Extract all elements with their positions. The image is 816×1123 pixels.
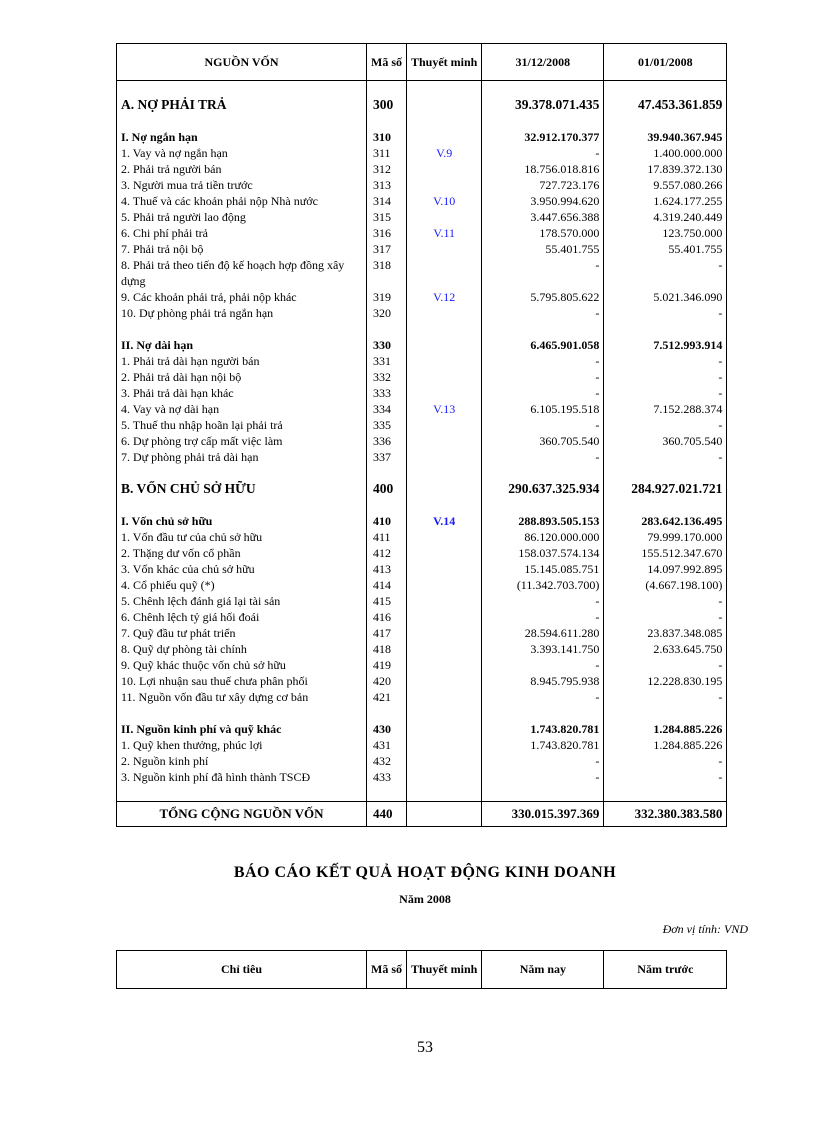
value-end-year: -: [482, 369, 604, 385]
row-code: 318: [367, 257, 407, 289]
row-label: A. NỢ PHẢI TRẢ: [117, 97, 367, 113]
value-begin-year: (4.667.198.100): [604, 577, 727, 593]
row-note: [407, 209, 482, 225]
value-begin-year: 12.228.830.195: [604, 673, 727, 689]
value-end-year: 5.795.805.622: [482, 289, 604, 305]
table-row: [117, 337, 727, 353]
row-note: [407, 417, 482, 433]
row-label: II. Nợ dài hạn: [117, 337, 367, 353]
header-begin-year: 01/01/2008: [604, 44, 727, 81]
row-code: 310: [367, 129, 407, 145]
row-label: 2. Nguồn kinh phí: [117, 753, 367, 769]
value-end-year: 360.705.540: [482, 433, 604, 449]
row-note: [407, 545, 482, 561]
value-end-year: 330.015.397.369: [482, 802, 604, 827]
row-code: [367, 113, 407, 129]
value-end-year: 3.393.141.750: [482, 641, 604, 657]
value-end-year: -: [482, 417, 604, 433]
value-begin-year: -: [604, 753, 727, 769]
row-label: 10. Dự phòng phải trả ngắn hạn: [117, 305, 367, 321]
row-label: 6. Chi phí phải trả: [117, 225, 367, 241]
value-end-year: [482, 113, 604, 129]
row-code: 320: [367, 305, 407, 321]
value-begin-year: 123.750.000: [604, 225, 727, 241]
value-end-year: -: [482, 657, 604, 673]
table-row: [117, 481, 727, 497]
value-begin-year: 47.453.361.859: [604, 97, 727, 113]
row-note: V.13: [407, 401, 482, 417]
value-end-year: [482, 465, 604, 481]
value-end-year: -: [482, 145, 604, 161]
row-label: I. Vốn chủ sở hữu: [117, 513, 367, 529]
table-row: [117, 593, 727, 609]
value-end-year: 727.723.176: [482, 177, 604, 193]
value-end-year: 18.756.018.816: [482, 161, 604, 177]
value-end-year: 32.912.170.377: [482, 129, 604, 145]
value-begin-year: -: [604, 305, 727, 321]
table-row: [117, 721, 727, 737]
row-label: 10. Lợi nhuận sau thuế chưa phân phối: [117, 673, 367, 689]
header-note: Thuyết minh: [407, 44, 482, 81]
spacer-row: [117, 705, 727, 721]
row-code: 315: [367, 209, 407, 225]
value-begin-year: 2.633.645.750: [604, 641, 727, 657]
value-begin-year: -: [604, 257, 727, 289]
row-code: [367, 785, 407, 802]
row-code: [367, 705, 407, 721]
row-label: 3. Phải trả dài hạn khác: [117, 385, 367, 401]
row-note: V.10: [407, 193, 482, 209]
table-row: [117, 193, 727, 209]
spacer-row: [117, 785, 727, 802]
row-code: 410: [367, 513, 407, 529]
row-code: 418: [367, 641, 407, 657]
row-code: 432: [367, 753, 407, 769]
value-end-year: 28.594.611.280: [482, 625, 604, 641]
spacer-row: [117, 81, 727, 98]
row-code: [367, 81, 407, 98]
value-begin-year: 1.284.885.226: [604, 737, 727, 753]
value-begin-year: -: [604, 657, 727, 673]
value-begin-year: -: [604, 609, 727, 625]
value-begin-year: 79.999.170.000: [604, 529, 727, 545]
row-note: V.9: [407, 145, 482, 161]
table-row: [117, 529, 727, 545]
table-row: [117, 177, 727, 193]
value-end-year: -: [482, 449, 604, 465]
row-code: [367, 465, 407, 481]
row-note: [407, 529, 482, 545]
value-end-year: [482, 81, 604, 98]
row-code: 416: [367, 609, 407, 625]
row-note: [407, 433, 482, 449]
row-label: 8. Quỹ dự phòng tài chính: [117, 641, 367, 657]
value-end-year: 1.743.820.781: [482, 721, 604, 737]
header-note: Thuyết minh: [407, 951, 482, 989]
row-note: [407, 673, 482, 689]
value-end-year: -: [482, 353, 604, 369]
row-note: [407, 81, 482, 98]
value-begin-year: 1.624.177.255: [604, 193, 727, 209]
spacer-row: [117, 113, 727, 129]
value-begin-year: 155.512.347.670: [604, 545, 727, 561]
row-code: 312: [367, 161, 407, 177]
row-code: 314: [367, 193, 407, 209]
value-end-year: 178.570.000: [482, 225, 604, 241]
row-label: 9. Quỹ khác thuộc vốn chủ sở hữu: [117, 657, 367, 673]
table-row: [117, 625, 727, 641]
row-note: [407, 465, 482, 481]
row-note: [407, 177, 482, 193]
table-row: [117, 673, 727, 689]
value-begin-year: 360.705.540: [604, 433, 727, 449]
row-note: [407, 257, 482, 289]
row-label: 4. Cổ phiếu quỹ (*): [117, 577, 367, 593]
value-begin-year: [604, 705, 727, 721]
row-note: [407, 113, 482, 129]
value-begin-year: [604, 81, 727, 98]
row-note: [407, 385, 482, 401]
table-row: [117, 561, 727, 577]
value-end-year: 290.637.325.934: [482, 481, 604, 497]
row-code: 419: [367, 657, 407, 673]
report-year: Năm 2008: [399, 892, 451, 906]
row-note: [407, 481, 482, 497]
value-end-year: 3.447.656.388: [482, 209, 604, 225]
value-begin-year: -: [604, 593, 727, 609]
row-label: [117, 321, 367, 337]
value-end-year: 6.105.195.518: [482, 401, 604, 417]
row-label: 2. Phải trả người bán: [117, 161, 367, 177]
table-row: [117, 129, 727, 145]
value-begin-year: 283.642.136.495: [604, 513, 727, 529]
table-row: [117, 161, 727, 177]
row-note: V.14: [407, 513, 482, 529]
row-label: 5. Chênh lệch đánh giá lại tài sản: [117, 593, 367, 609]
spacer-row: [117, 497, 727, 513]
table-row: [117, 225, 727, 241]
row-code: 421: [367, 689, 407, 705]
spacer-row: [117, 321, 727, 337]
row-code: 316: [367, 225, 407, 241]
value-end-year: 3.950.994.620: [482, 193, 604, 209]
value-begin-year: -: [604, 689, 727, 705]
row-note: [407, 785, 482, 802]
unit-label: Đơn vị tính: VND: [662, 922, 748, 936]
value-end-year: [482, 705, 604, 721]
row-note: [407, 369, 482, 385]
value-begin-year: -: [604, 353, 727, 369]
row-code: 430: [367, 721, 407, 737]
row-label: 1. Quỹ khen thưởng, phúc lợi: [117, 737, 367, 753]
table-row: [117, 513, 727, 529]
row-label: 5. Phải trả người lao động: [117, 209, 367, 225]
row-code: 330: [367, 337, 407, 353]
header-last-year: Năm trước: [604, 951, 727, 989]
row-note: [407, 241, 482, 257]
row-label: [117, 81, 367, 98]
table-row: [117, 417, 727, 433]
value-begin-year: -: [604, 385, 727, 401]
table-row: [117, 353, 727, 369]
row-code: 300: [367, 97, 407, 113]
table-header: [117, 951, 727, 989]
value-begin-year: 332.380.383.580: [604, 802, 727, 827]
value-end-year: -: [482, 769, 604, 785]
value-begin-year: 39.940.367.945: [604, 129, 727, 145]
row-note: [407, 97, 482, 113]
value-end-year: (11.342.703.700): [482, 577, 604, 593]
row-note: V.12: [407, 289, 482, 305]
table-row: [117, 737, 727, 753]
row-label: 8. Phải trả theo tiến độ kế hoạch hợp đồng xây dựng: [117, 257, 367, 289]
value-end-year: 158.037.574.134: [482, 545, 604, 561]
row-note: [407, 609, 482, 625]
row-label: 5. Thuế thu nhập hoãn lại phải trả: [117, 417, 367, 433]
row-note: [407, 705, 482, 721]
row-note: [407, 689, 482, 705]
row-code: 413: [367, 561, 407, 577]
value-begin-year: 9.557.080.266: [604, 177, 727, 193]
row-note: [407, 353, 482, 369]
value-begin-year: [604, 785, 727, 802]
row-label: 3. Người mua trả tiền trước: [117, 177, 367, 193]
value-begin-year: -: [604, 769, 727, 785]
table-row: [117, 369, 727, 385]
value-begin-year: [604, 113, 727, 129]
value-end-year: [482, 785, 604, 802]
table-row: [117, 97, 727, 113]
row-code: 331: [367, 353, 407, 369]
row-code: 335: [367, 417, 407, 433]
row-label: 7. Quỹ đầu tư phát triển: [117, 625, 367, 641]
table-row: [117, 209, 727, 225]
header-indicator: Chỉ tiêu: [117, 951, 367, 989]
value-begin-year: 7.152.288.374: [604, 401, 727, 417]
table-row: [117, 609, 727, 625]
value-begin-year: 4.319.240.449: [604, 209, 727, 225]
row-code: [367, 321, 407, 337]
value-begin-year: [604, 465, 727, 481]
value-end-year: 15.145.085.751: [482, 561, 604, 577]
table-row: [117, 145, 727, 161]
row-label: [117, 113, 367, 129]
row-label: [117, 465, 367, 481]
row-code: 440: [367, 802, 407, 827]
table-row: [117, 802, 727, 827]
table-row: [117, 753, 727, 769]
spacer-row: [117, 465, 727, 481]
row-label: [117, 705, 367, 721]
table-row: [117, 577, 727, 593]
row-note: [407, 802, 482, 827]
table-row: [117, 545, 727, 561]
table-row: [117, 769, 727, 785]
value-begin-year: -: [604, 449, 727, 465]
row-note: [407, 321, 482, 337]
row-note: [407, 657, 482, 673]
row-label: [117, 785, 367, 802]
table-row: [117, 305, 727, 321]
value-end-year: -: [482, 609, 604, 625]
value-begin-year: -: [604, 369, 727, 385]
value-end-year: 1.743.820.781: [482, 737, 604, 753]
row-code: 311: [367, 145, 407, 161]
table-header: [117, 44, 727, 81]
balance-sheet-table: [116, 43, 727, 827]
row-code: 313: [367, 177, 407, 193]
header-this-year: Năm nay: [482, 951, 604, 989]
table-row: [117, 641, 727, 657]
table-row: [117, 401, 727, 417]
row-code: 433: [367, 769, 407, 785]
value-end-year: -: [482, 689, 604, 705]
row-note: [407, 497, 482, 513]
row-code: [367, 497, 407, 513]
value-begin-year: -: [604, 417, 727, 433]
row-note: [407, 593, 482, 609]
row-code: 411: [367, 529, 407, 545]
row-code: 332: [367, 369, 407, 385]
row-label: 1. Vốn đầu tư của chủ sở hữu: [117, 529, 367, 545]
row-note: V.11: [407, 225, 482, 241]
value-end-year: -: [482, 753, 604, 769]
row-label: 4. Vay và nợ dài hạn: [117, 401, 367, 417]
row-note: [407, 753, 482, 769]
row-label: 6. Chênh lệch tỷ giá hối đoái: [117, 609, 367, 625]
row-label: B. VỐN CHỦ SỞ HỮU: [117, 481, 367, 497]
row-code: 415: [367, 593, 407, 609]
row-label: 7. Phải trả nội bộ: [117, 241, 367, 257]
report-title: BÁO CÁO KẾT QUẢ HOẠT ĐỘNG KINH DOANH: [233, 864, 617, 881]
row-note: [407, 561, 482, 577]
value-end-year: 8.945.795.938: [482, 673, 604, 689]
row-label: 3. Vốn khác của chủ sở hữu: [117, 561, 367, 577]
header-end-year: 31/12/2008: [482, 44, 604, 81]
row-label: 1. Phải trả dài hạn người bán: [117, 353, 367, 369]
table-row: [117, 241, 727, 257]
value-begin-year: 23.837.348.085: [604, 625, 727, 641]
row-label: 3. Nguồn kinh phí đã hình thành TSCĐ: [117, 769, 367, 785]
value-begin-year: [604, 321, 727, 337]
table-row: [117, 385, 727, 401]
row-code: 334: [367, 401, 407, 417]
row-note: [407, 161, 482, 177]
value-begin-year: 1.400.000.000: [604, 145, 727, 161]
row-note: [407, 769, 482, 785]
value-begin-year: 5.021.346.090: [604, 289, 727, 305]
row-code: 333: [367, 385, 407, 401]
row-note: [407, 577, 482, 593]
row-label: 2. Phải trả dài hạn nội bộ: [117, 369, 367, 385]
table-row: [117, 689, 727, 705]
row-label: [117, 497, 367, 513]
header-code: Mã số: [367, 951, 407, 989]
value-end-year: 39.378.071.435: [482, 97, 604, 113]
value-end-year: 288.893.505.153: [482, 513, 604, 529]
row-note: [407, 337, 482, 353]
header-source: NGUỒN VỐN: [117, 44, 367, 81]
row-code: 412: [367, 545, 407, 561]
row-label: 7. Dự phòng phải trả dài hạn: [117, 449, 367, 465]
value-end-year: -: [482, 305, 604, 321]
row-label: I. Nợ ngắn hạn: [117, 129, 367, 145]
table-row: [117, 657, 727, 673]
row-note: [407, 721, 482, 737]
row-code: 337: [367, 449, 407, 465]
row-code: 317: [367, 241, 407, 257]
row-code: 400: [367, 481, 407, 497]
row-label: 11. Nguồn vốn đầu tư xây dựng cơ bản: [117, 689, 367, 705]
row-note: [407, 449, 482, 465]
page-number: 53: [417, 1039, 433, 1056]
value-end-year: 86.120.000.000: [482, 529, 604, 545]
row-note: [407, 305, 482, 321]
value-end-year: 55.401.755: [482, 241, 604, 257]
value-end-year: 6.465.901.058: [482, 337, 604, 353]
table-row: [117, 289, 727, 305]
income-statement-table: [116, 950, 727, 989]
value-begin-year: 1.284.885.226: [604, 721, 727, 737]
value-begin-year: 7.512.993.914: [604, 337, 727, 353]
row-note: [407, 737, 482, 753]
table-row: [117, 433, 727, 449]
table-row: [117, 257, 727, 289]
row-label: 1. Vay và nợ ngắn hạn: [117, 145, 367, 161]
value-begin-year: 14.097.992.895: [604, 561, 727, 577]
row-label: 6. Dự phòng trợ cấp mất việc làm: [117, 433, 367, 449]
row-note: [407, 625, 482, 641]
value-end-year: [482, 321, 604, 337]
row-label: TỔNG CỘNG NGUỒN VỐN: [117, 802, 367, 827]
row-code: 420: [367, 673, 407, 689]
value-begin-year: [604, 497, 727, 513]
row-label: II. Nguồn kinh phí và quỹ khác: [117, 721, 367, 737]
value-begin-year: 17.839.372.130: [604, 161, 727, 177]
row-note: [407, 641, 482, 657]
value-end-year: [482, 497, 604, 513]
value-end-year: -: [482, 593, 604, 609]
value-end-year: -: [482, 257, 604, 289]
row-code: 336: [367, 433, 407, 449]
row-label: 2. Thặng dư vốn cổ phần: [117, 545, 367, 561]
value-begin-year: 55.401.755: [604, 241, 727, 257]
row-code: 431: [367, 737, 407, 753]
row-note: [407, 129, 482, 145]
row-label: 4. Thuế và các khoản phải nộp Nhà nước: [117, 193, 367, 209]
header-code: Mã số: [367, 44, 407, 81]
row-label: 9. Các khoản phải trả, phải nộp khác: [117, 289, 367, 305]
value-begin-year: 284.927.021.721: [604, 481, 727, 497]
table-row: [117, 449, 727, 465]
row-code: 414: [367, 577, 407, 593]
row-code: 417: [367, 625, 407, 641]
row-code: 319: [367, 289, 407, 305]
value-end-year: -: [482, 385, 604, 401]
